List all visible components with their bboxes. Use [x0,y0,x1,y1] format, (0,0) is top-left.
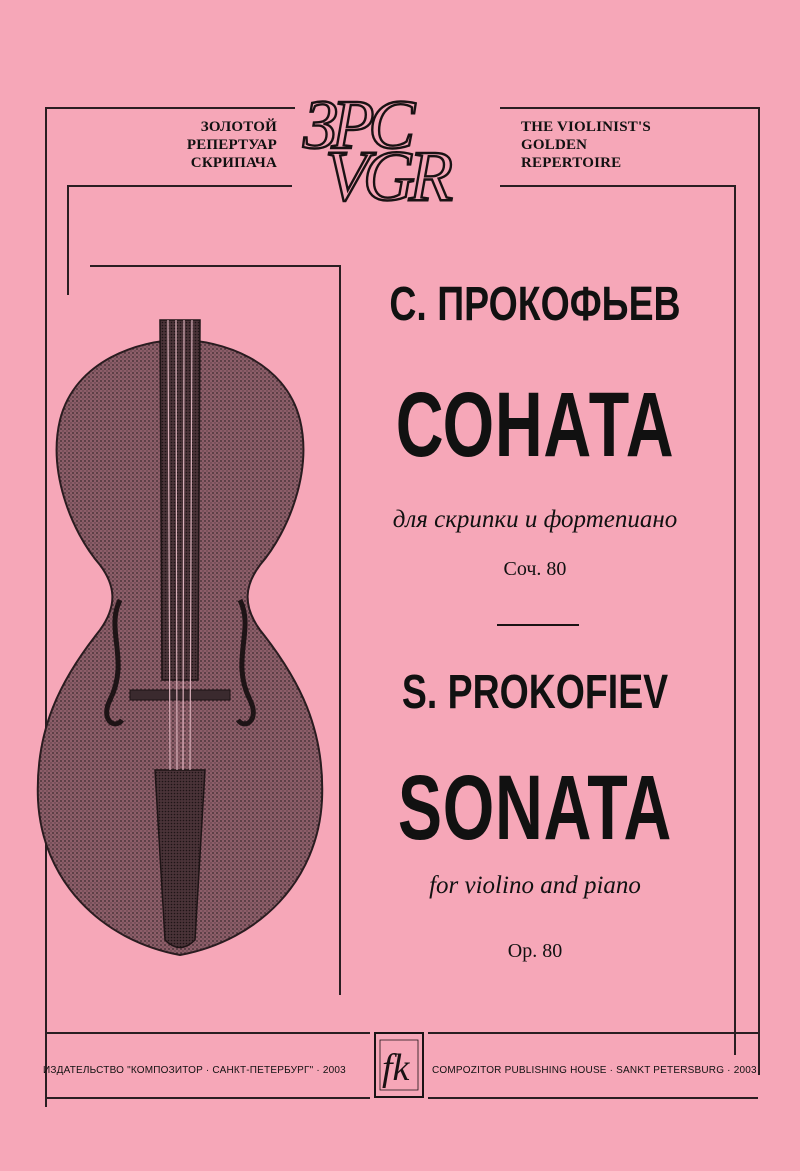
frame-bottom-right [428,1032,758,1034]
series-en-line-2: GOLDEN [521,137,588,153]
frame-right-inner [734,185,736,1055]
series-en-line-3: REPERTOIRE [521,155,622,171]
frame-top-left [45,107,295,109]
frame-bottom-left-2 [45,1097,370,1099]
violin-illustration [20,300,340,970]
frame-left-inner [67,185,69,295]
author-english: S. PROKOFIEV [401,666,669,719]
opus-english: Op. 80 [507,940,563,962]
series-name-russian [147,118,277,172]
title-russian: СОНАТА [395,374,675,476]
frame-right-outer [758,107,760,1075]
frame-third-left [90,265,340,267]
svg-text:ЗРС: ЗРС [303,88,410,164]
svg-text:fk: fk [382,1047,410,1089]
series-ru-line-2: РЕПЕРТУАР [186,137,277,153]
frame-bottom-right-2 [428,1097,758,1099]
publisher-english: COMPOZITOR PUBLISHING HOUSE · SANKT PETERSBURG · 2003 [432,1065,757,1076]
subtitle-russian: для скрипки и фортепиано [392,506,678,533]
frame-top-right [500,107,760,109]
series-ru-line-1: ЗОЛОТОЙ [200,119,277,135]
series-name-english [521,118,681,172]
frame-bottom-left [45,1032,370,1034]
series-ru-line-3: СКРИПАЧА [190,155,277,171]
frame-second-right [500,185,735,187]
svg-text:VGR: VGR [325,136,447,208]
opus-russian: Соч. 80 [503,558,567,580]
series-en-line-1: THE VIOLINIST'S [521,119,651,135]
title-english: SONATA [397,757,673,859]
divider [497,624,579,626]
frame-second-left [67,185,292,187]
author-russian: С. ПРОКОФЬЕВ [389,278,681,331]
series-logo [285,88,500,208]
subtitle-english: for violino and piano [429,872,641,899]
publisher-russian: ИЗДАТЕЛЬСТВО "КОМПОЗИТОР · САНКТ-ПЕТЕРБУРГ" · 2003 [43,1065,346,1076]
publisher-logo [372,1030,426,1100]
